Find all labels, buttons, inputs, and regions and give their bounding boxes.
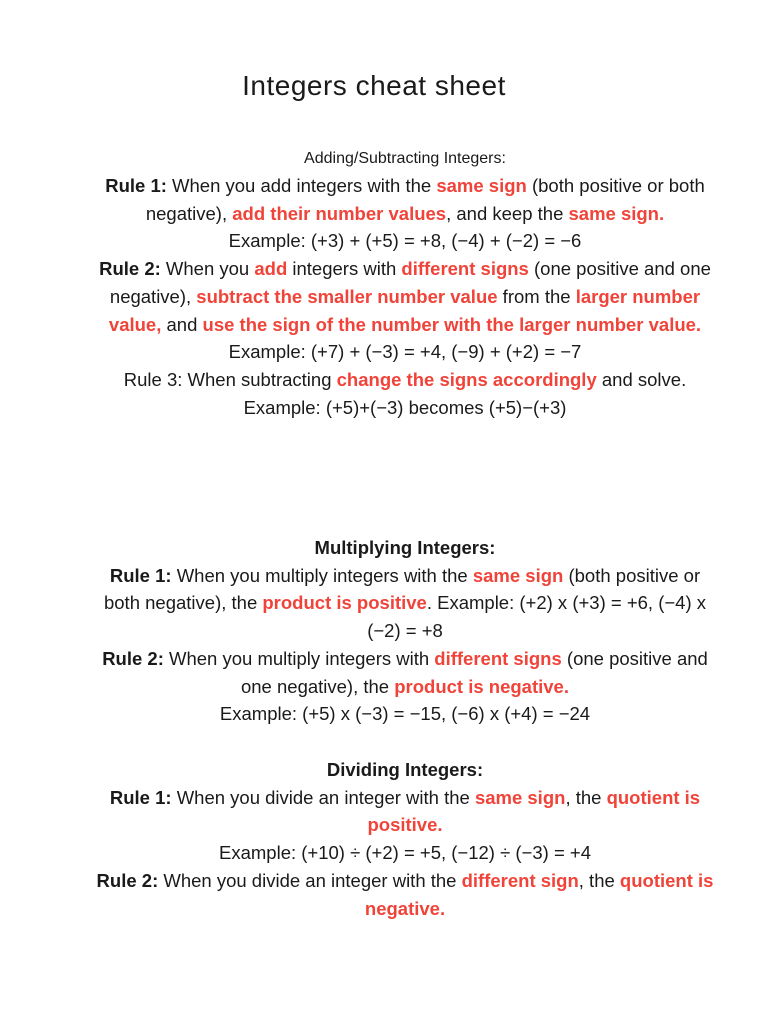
rule-text: When you xyxy=(160,258,255,280)
rule-text: (both positive or both negative), the xyxy=(103,564,701,614)
multiplying-section xyxy=(95,534,715,728)
rule-label: Rule 2: xyxy=(96,869,159,891)
rule-text: and solve. xyxy=(596,368,687,390)
highlight-text: same sign xyxy=(474,786,566,808)
highlight-text: same sign xyxy=(436,175,527,196)
highlight-text: different signs xyxy=(434,647,562,669)
rule-label: Rule 1: xyxy=(109,786,172,808)
adding-section xyxy=(95,145,715,421)
rule-label: Rule 2: xyxy=(102,647,164,669)
highlight-text: subtract the smaller number value xyxy=(196,285,498,307)
highlight-text: same sign. xyxy=(568,202,665,224)
highlight-text: larger number value, xyxy=(108,285,701,335)
rule-text: When you multiply integers with the xyxy=(171,564,473,586)
page-title: Integers cheat sheet xyxy=(242,70,506,101)
dividing-heading: Dividing Integers: xyxy=(326,759,484,780)
rule-text: and xyxy=(161,313,203,335)
highlight-text: same sign xyxy=(472,564,564,586)
multiplying-rule-1 xyxy=(95,562,715,645)
highlight-text: add their number values xyxy=(232,202,447,224)
rule-text: , the xyxy=(565,786,607,808)
dividing-rule-1 xyxy=(95,784,715,839)
highlight-text: different signs xyxy=(401,258,529,280)
rule-text: (one positive and one negative), xyxy=(109,258,711,307)
rule-text: , and keep the xyxy=(446,202,569,224)
dividing-rule-1-example: Example: (+10) ÷ (+2) = +5, (−12) ÷ (−3) = +4 xyxy=(219,842,591,864)
rule-label: Rule 2: xyxy=(99,258,161,280)
highlight-text: quotient is negative. xyxy=(364,869,714,919)
rule-text: When you divide an integer with the xyxy=(171,786,475,808)
rule-text: When you divide an integer with the xyxy=(158,869,462,891)
rule-text: , the xyxy=(578,869,620,891)
highlight-text: different sign xyxy=(461,869,579,891)
multiplying-rule-2 xyxy=(95,645,715,700)
highlight-text: change the signs accordingly xyxy=(336,368,597,390)
adding-rule-2-example: Example: (+7) + (−3) = +4, (−9) + (+2) = −7 xyxy=(228,341,582,363)
highlight-text: add xyxy=(254,258,288,280)
adding-rule-2 xyxy=(95,255,715,338)
rule-text: When you multiply integers with xyxy=(163,647,435,669)
adding-heading: Adding/Subtracting Integers: xyxy=(304,150,506,167)
rule-text: integers with xyxy=(287,258,402,280)
highlight-text: quotient is positive. xyxy=(367,786,701,836)
highlight-text: product is positive xyxy=(262,592,427,614)
rule-text: (one positive and one negative), the xyxy=(240,647,708,697)
multiplying-heading: Multiplying Integers: xyxy=(314,537,496,558)
adding-rule-3 xyxy=(95,366,715,394)
adding-rule-1 xyxy=(95,172,715,227)
rule-text: Rule 3: When subtracting xyxy=(123,368,337,390)
highlight-text: use the sign of the number with the larger number value. xyxy=(202,313,702,335)
dividing-section xyxy=(95,756,715,922)
highlight-text: product is negative. xyxy=(394,675,569,697)
rule-text: from the xyxy=(497,285,576,307)
adding-rule-1-example: Example: (+3) + (+5) = +8, (−4) + (−2) = −6 xyxy=(228,230,582,252)
rule-text: (both positive or both negative), xyxy=(145,175,705,224)
adding-rule-3-example: Example: (+5)+(−3) becomes (+5)−(+3) xyxy=(243,396,567,418)
rule-text: When you add integers with the xyxy=(166,175,437,196)
dividing-rule-2 xyxy=(95,867,715,922)
rule-text: . Example: (+2) x (+3) = +6, (−4) x (−2) = +8 xyxy=(367,592,706,642)
rule-label: Rule 1: xyxy=(109,564,172,586)
rule-label: Rule 1: xyxy=(105,175,167,196)
multiplying-rule-2-example: Example: (+5) x (−3) = −15, (−6) x (+4) = −24 xyxy=(219,703,591,725)
